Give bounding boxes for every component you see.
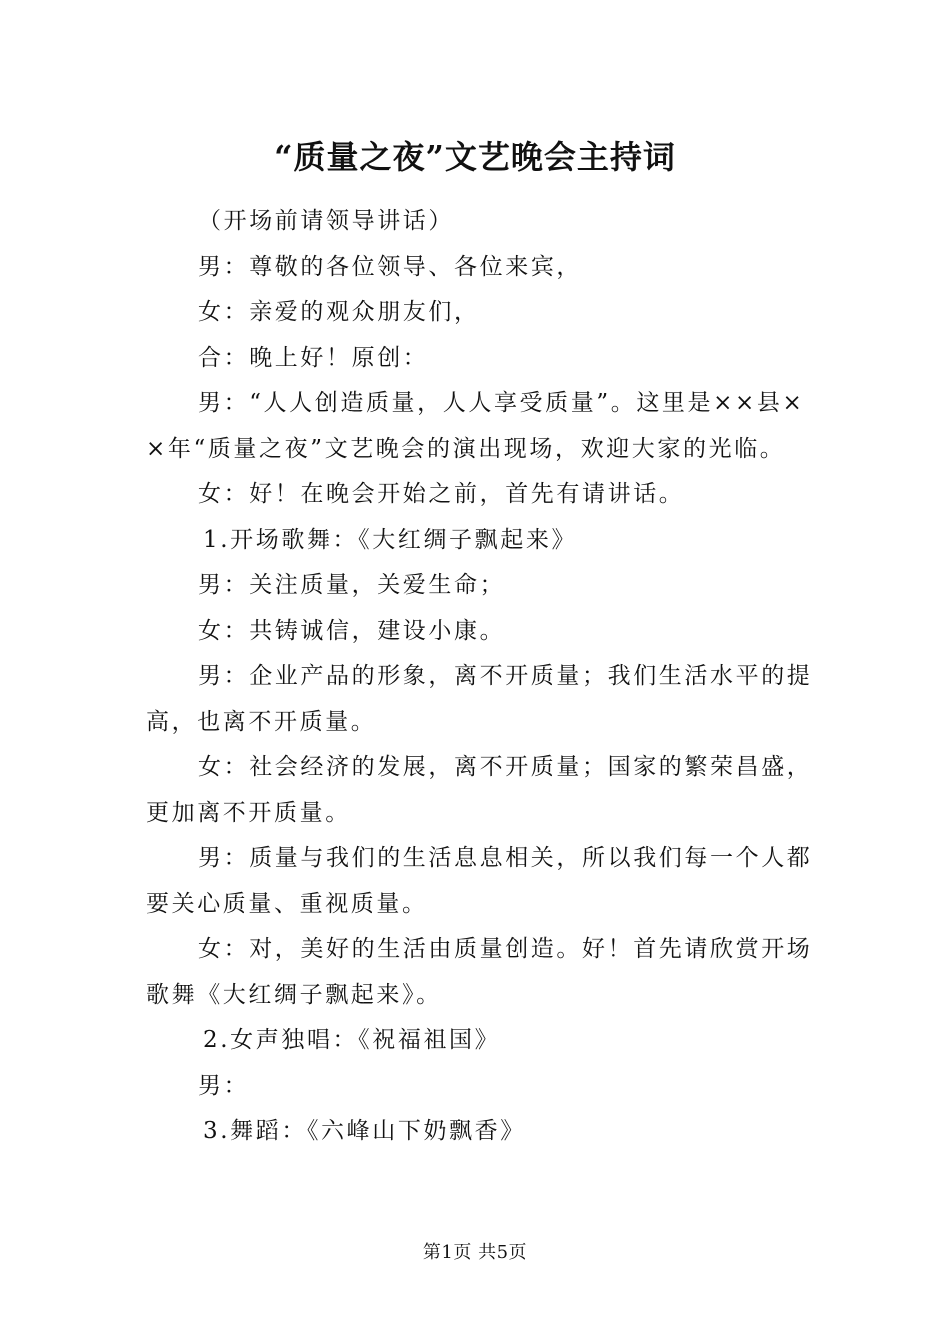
program-item-3: 3.舞蹈：《六峰山下奶飘香》	[203, 1118, 526, 1144]
page-footer: 第1页 共5页	[422, 1242, 528, 1263]
paragraph-invite-speech: 女：好！在晚会开始之前，首先有请讲话。	[198, 481, 685, 507]
paragraph-female-quality: 女：社会经济的发展，离不开质量；国家的繁荣昌盛，更加离不开质量。	[146, 754, 813, 826]
paragraph-male-blank: 男：	[198, 1072, 250, 1099]
program-item-1: 1.开场歌舞：《大红绸子飘起来》	[203, 526, 578, 553]
paragraph-female-greeting: 女：亲爱的观众朋友们，	[198, 299, 480, 325]
document-title: “质量之夜”文艺晚会主持词	[274, 138, 676, 176]
paragraph-opening-note: （开场前请领导讲话）	[198, 208, 454, 234]
paragraph-welcome: 男：“人人创造质量，人人享受质量”。这里是××县××年“质量之夜”文艺晚会的演出现场，欢迎大家的光临。	[146, 390, 805, 462]
paragraph-male-greeting: 男：尊敬的各位领导、各位来宾，	[198, 253, 582, 280]
paragraph-male-life: 男：质量与我们的生活息息相关，所以我们每一个人都要关心质量、重视质量。	[146, 845, 813, 917]
paragraph-female-line: 女：共铸诚信，建设小康。	[198, 617, 506, 644]
paragraph-male-quality: 男：企业产品的形象，离不开质量；我们生活水平的提高，也离不开质量。	[146, 663, 813, 735]
program-item-2: 2.女声独唱：《祝福祖国》	[203, 1027, 501, 1053]
paragraph-male-line: 男：关注质量，关爱生命；	[198, 572, 506, 598]
paragraph-joint-greeting: 合：晚上好！原创：	[198, 344, 429, 371]
document-body	[146, 199, 814, 1155]
paragraph-female-introduce: 女：对，美好的生活由质量创造。好！首先请欣赏开场歌舞《大红绸子飘起来》。	[146, 936, 813, 1008]
